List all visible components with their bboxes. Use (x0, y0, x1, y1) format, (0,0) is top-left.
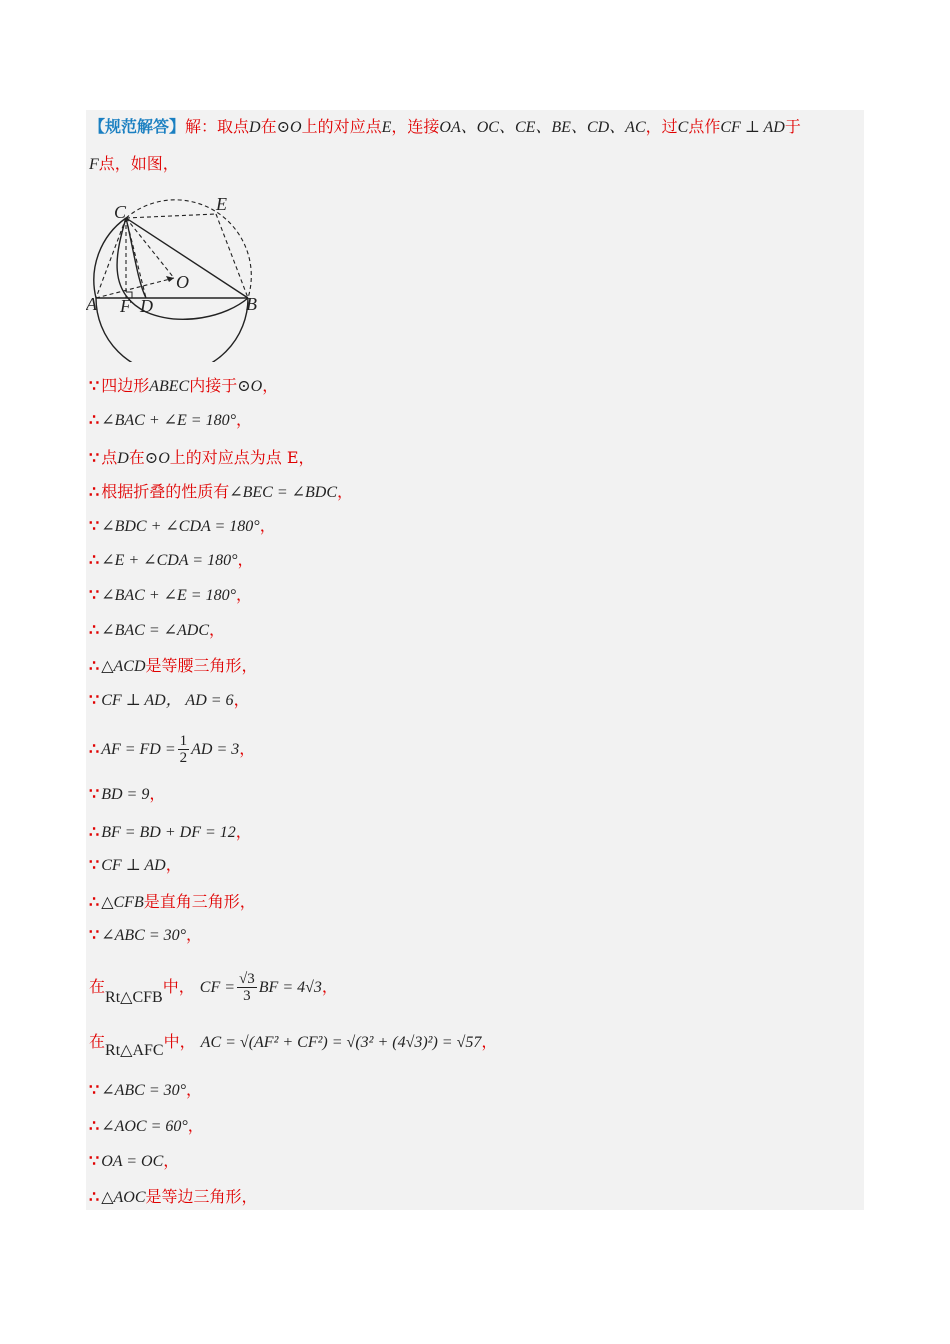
punctuation: ， (321, 977, 338, 996)
step-text: ， (209, 620, 226, 639)
math-expression: ⊙O (237, 378, 263, 395)
step-text: 在 (89, 977, 106, 996)
geometry-figure (86, 192, 266, 362)
because-symbol: ∵ (89, 1151, 100, 1170)
step-line (89, 655, 258, 678)
math-expression: ∠ABC = 30° (101, 927, 187, 944)
step-line (89, 1079, 202, 1102)
because-symbol: ∵ (89, 516, 100, 535)
math-expression: CF ⊥ AD (101, 857, 166, 874)
because-symbol: ∵ (89, 925, 100, 944)
step-line (89, 447, 315, 470)
point-c: C (677, 119, 689, 136)
step-text: ， (237, 550, 254, 569)
math-expression: CF = (199, 979, 236, 996)
step-line (89, 1150, 179, 1173)
intro-text: 点作 (688, 117, 721, 136)
therefore-symbol: ∴ (89, 410, 100, 429)
step-line (89, 891, 256, 914)
step-text: ， (235, 585, 252, 604)
step-line (89, 1115, 204, 1138)
because-symbol: ∵ (89, 585, 100, 604)
step-text: ， (233, 690, 250, 709)
intro-text: ，连接 (391, 117, 440, 136)
solution-tag: 【规范解答】 (89, 117, 186, 136)
intro-text: ，过 (645, 117, 678, 136)
point-d: D (249, 119, 261, 136)
step-text: ， (186, 925, 203, 944)
math-expression: CF ⊥ AD， AD = 6 (101, 692, 234, 709)
because-symbol: ∵ (89, 690, 100, 709)
math-expression: ∠BAC + ∠E = 180° (101, 587, 236, 604)
therefore-symbol: ∴ (89, 1116, 100, 1135)
therefore-symbol: ∴ (89, 482, 100, 501)
math-expression: ∠E + ∠CDA = 180° (101, 552, 238, 569)
intro-text: 在 (260, 117, 277, 136)
step-line (89, 481, 353, 504)
step-text: ， (259, 516, 276, 535)
step-text: ， (187, 1116, 204, 1135)
math-expression: ∠BDC + ∠CDA = 180° (101, 518, 260, 535)
math-expression: ∠ABC = 30° (101, 1082, 187, 1099)
step-line (89, 924, 202, 947)
step-line (89, 689, 250, 712)
math-expression: AC = √(AF² + CF²) = √(3² + (4√3)²) = √57 (200, 1034, 482, 1051)
step-text: ， (337, 482, 354, 501)
label-c: C (114, 202, 127, 222)
segment-be (216, 214, 248, 298)
because-symbol: ∵ (89, 855, 100, 874)
math-expression: AF = FD = (101, 741, 176, 758)
fraction-denominator: 2 (179, 750, 188, 766)
label-e: E (216, 194, 227, 214)
step-rt-afc (89, 1031, 498, 1059)
step-text: ， (165, 855, 182, 874)
segments-list: OA、OC、CE、BE、CD、AC (439, 119, 646, 136)
fraction-numerator: 1 (179, 733, 188, 749)
step-line (89, 854, 182, 877)
point-f: F (89, 156, 99, 173)
math-expression: ∠BAC = ∠ADC (101, 622, 210, 639)
math-expression: ABEC (149, 378, 190, 395)
step-text: 上的对应点为点 E， (169, 448, 315, 467)
intro-text: 解：取点 (185, 117, 250, 136)
label-d: D (140, 296, 153, 316)
step-text: 四边形 (101, 376, 150, 395)
triangle-name: Rt△AFC (105, 1042, 164, 1059)
step-line (89, 619, 225, 642)
therefore-symbol: ∴ (89, 620, 100, 639)
step-text: 中， (163, 1032, 196, 1051)
arrow-head-co (166, 276, 174, 282)
perp-statement: CF ⊥ AD (720, 119, 785, 136)
intro-line-1 (89, 116, 801, 139)
therefore-symbol: ∴ (89, 656, 100, 675)
math-expression: △ACD (101, 658, 146, 675)
step-text: 是等边三角形， (145, 1187, 258, 1206)
segment-oa (96, 278, 174, 298)
step-line (89, 1186, 258, 1209)
label-o: O (176, 272, 189, 292)
step-text: 根据折叠的性质有 (101, 482, 230, 501)
step-af-fd (89, 733, 255, 766)
label-f: F (120, 296, 131, 316)
step-text: ， (163, 1151, 180, 1170)
because-symbol: ∵ (89, 1080, 100, 1099)
math-expression: D (117, 450, 129, 467)
therefore-symbol: ∴ (89, 822, 100, 841)
label-b: B (246, 294, 257, 314)
fraction-denominator: 3 (243, 988, 251, 1004)
step-line (89, 409, 252, 432)
math-expression: ⊙O (144, 450, 170, 467)
circle-lower-arc (96, 298, 248, 362)
punctuation: ， (481, 1032, 498, 1051)
math-expression: ∠BEC = ∠BDC (229, 484, 338, 501)
segment-ce (126, 214, 216, 218)
math-expression: BF = 4√3 (258, 979, 322, 996)
step-text: 是等腰三角形， (145, 656, 258, 675)
step-text: ， (186, 1080, 203, 1099)
therefore-symbol: ∴ (89, 892, 100, 911)
intro-text: 于 (784, 117, 801, 136)
math-expression: △AOC (101, 1189, 146, 1206)
fraction-numerator: √3 (239, 971, 255, 987)
step-text: ， (235, 822, 252, 841)
math-expression: △CFB (101, 894, 144, 911)
step-text: 内接于 (189, 376, 238, 395)
fraction (237, 971, 257, 1004)
label-a: A (86, 294, 97, 314)
step-line (89, 375, 278, 398)
math-expression: BF = BD + DF = 12 (101, 824, 236, 841)
circle-o: ⊙O (276, 119, 302, 136)
because-symbol: ∵ (89, 376, 100, 395)
step-text: ， (262, 376, 279, 395)
step-text: 点 (101, 448, 118, 467)
step-line (89, 584, 252, 607)
step-line (89, 821, 252, 844)
therefore-symbol: ∴ (89, 739, 100, 758)
triangle-name: Rt△CFB (105, 989, 163, 1006)
step-text: ， (235, 410, 252, 429)
math-expression: OA = OC (101, 1153, 164, 1170)
step-line (89, 549, 254, 572)
math-expression: ∠AOC = 60° (101, 1118, 188, 1135)
step-rt-cfb (89, 971, 338, 1004)
because-symbol: ∵ (89, 784, 100, 803)
step-line (89, 515, 276, 538)
therefore-symbol: ∴ (89, 550, 100, 569)
intro-line-2 (89, 153, 179, 176)
step-text: 中， (162, 977, 195, 996)
math-expression: BD = 9 (101, 786, 150, 803)
math-expression: ∠BAC + ∠E = 180° (101, 412, 236, 429)
intro-text: 上的对应点 (301, 117, 382, 136)
step-text: 在 (128, 448, 145, 467)
step-text: 是直角三角形， (143, 892, 256, 911)
therefore-symbol: ∴ (89, 1187, 100, 1206)
step-line (89, 783, 165, 806)
step-text: ， (149, 784, 166, 803)
intro-text: 点，如图， (98, 154, 179, 173)
punctuation: ， (239, 739, 256, 758)
fraction (178, 733, 190, 766)
because-symbol: ∵ (89, 448, 100, 467)
point-e: E (381, 119, 392, 136)
math-expression: AD = 3 (191, 741, 240, 758)
step-text: 在 (89, 1032, 106, 1051)
